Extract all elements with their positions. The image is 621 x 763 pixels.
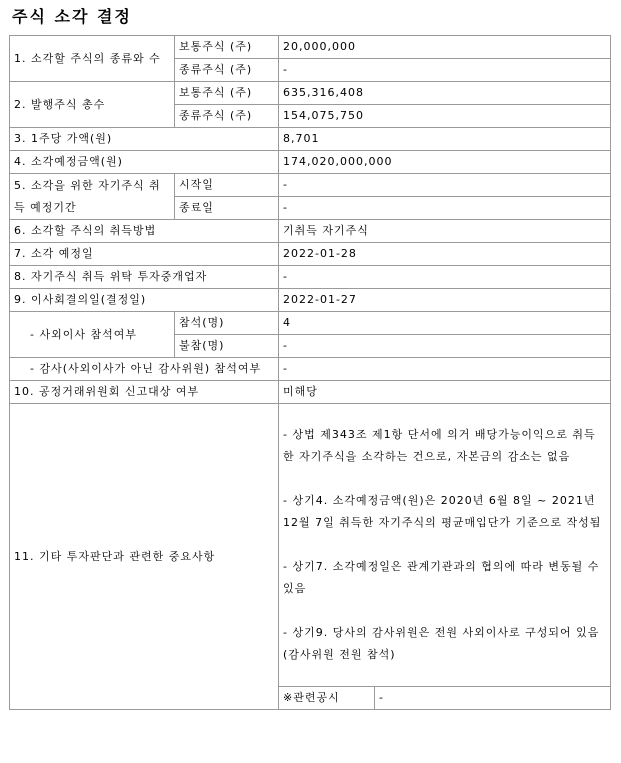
value-cell: 4 xyxy=(279,312,611,335)
value-cell: - xyxy=(279,335,611,358)
row-label: 1. 소각할 주식의 종류와 수 xyxy=(10,36,175,82)
row-label: 3. 1주당 가액(원) xyxy=(10,128,279,151)
sub-label: 참석(명) xyxy=(175,312,279,335)
row-label: 4. 소각예정금액(원) xyxy=(10,151,279,174)
related-disclosure-value: - xyxy=(375,687,611,710)
related-disclosure-label: ※관련공시 xyxy=(279,687,375,710)
sub-label: 시작일 xyxy=(175,174,279,197)
row-retire-date xyxy=(10,243,611,266)
sub-label: 보통주식 (주) xyxy=(175,82,279,105)
value-cell: 2022-01-27 xyxy=(279,289,611,312)
row-auditor-attendance xyxy=(10,358,611,381)
value-cell: - xyxy=(279,266,611,289)
row-label: 5. 소각을 위한 자기주식 취득 예정기간 xyxy=(10,174,175,220)
value-cell: - xyxy=(279,358,611,381)
row-label: 7. 소각 예정일 xyxy=(10,243,279,266)
row-par-value xyxy=(10,128,611,151)
row-label: 9. 이사회결의일(결정일) xyxy=(10,289,279,312)
sub-label: 종류주식 (주) xyxy=(175,59,279,82)
row-broker xyxy=(10,266,611,289)
row-label: 2. 발행주식 총수 xyxy=(10,82,175,128)
row-label: - 사외이사 참석여부 xyxy=(10,312,175,358)
value-cell: - xyxy=(279,59,611,82)
row-outside-director-attendance xyxy=(10,312,611,335)
value-cell: 154,075,750 xyxy=(279,105,611,128)
row-label: 10. 공정거래위원회 신고대상 여부 xyxy=(10,381,279,404)
value-cell: 635,316,408 xyxy=(279,82,611,105)
row-acquisition-method xyxy=(10,220,611,243)
row-ftc-report xyxy=(10,381,611,404)
row-other-matters xyxy=(10,404,611,687)
value-cell: - xyxy=(279,174,611,197)
value-cell: 2022-01-28 xyxy=(279,243,611,266)
value-cell: 미해당 xyxy=(279,381,611,404)
row-acquisition-period xyxy=(10,174,611,197)
value-cell: 174,020,000,000 xyxy=(279,151,611,174)
row-label: 6. 소각할 주식의 취득방법 xyxy=(10,220,279,243)
sub-label: 종류주식 (주) xyxy=(175,105,279,128)
row-label: 8. 자기주식 취득 위탁 투자중개업자 xyxy=(10,266,279,289)
row-label: 11. 기타 투자판단과 관련한 중요사항 xyxy=(10,404,279,710)
value-cell: - xyxy=(279,197,611,220)
row-total-issued xyxy=(10,82,611,105)
row-label: - 감사(사외이사가 아닌 감사위원) 참석여부 xyxy=(10,358,279,381)
sub-label: 불참(명) xyxy=(175,335,279,358)
row-shares-to-retire xyxy=(10,36,611,59)
value-cell: 기취득 자기주식 xyxy=(279,220,611,243)
page-title: 주식 소각 결정 xyxy=(12,7,132,26)
row-board-date xyxy=(10,289,611,312)
note-cell: - 상법 제343조 제1항 단서에 의거 배당가능이익으로 취득한 자기주식을 소각하는 건으로, 자본금의 감소는 없음 - 상기4. 소각예정금액(원)은 2020년 6월 8일 ~ 2021년 12월 7일 취득한 자기주식의 평균매입단가 기준으로 작성됨 - 상기7. 소각예정일은 관계기관과의 협의에 따라 변동될 수 있음 - 상기9. 당사의 감사위원은 전원 사외이사로 구성되어 있음(감사위원 전원 참석) xyxy=(279,404,611,687)
row-retire-amount xyxy=(10,151,611,174)
value-cell: 20,000,000 xyxy=(279,36,611,59)
sub-label: 종료일 xyxy=(175,197,279,220)
sub-label: 보통주식 (주) xyxy=(175,36,279,59)
value-cell: 8,701 xyxy=(279,128,611,151)
disclosure-table xyxy=(9,35,611,710)
